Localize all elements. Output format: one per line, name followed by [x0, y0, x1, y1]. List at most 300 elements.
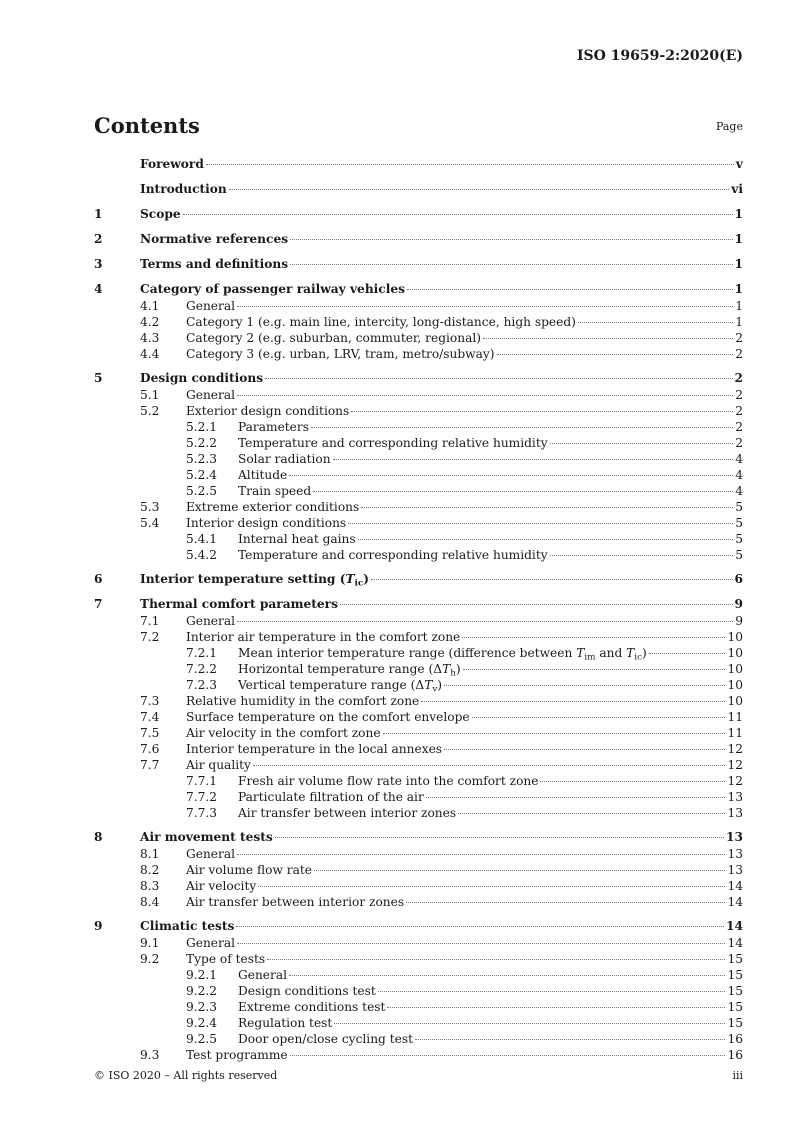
toc-entry-title: [186, 951, 265, 967]
toc-entry-page: 13: [727, 863, 743, 877]
toc-entry-page: 4: [735, 484, 743, 498]
toc-entry[interactable]: [94, 346, 743, 362]
toc-entry-title: [140, 206, 181, 222]
toc-entry-title: [186, 515, 346, 531]
toc-entry[interactable]: [94, 951, 743, 967]
dot-leader: [415, 1039, 726, 1040]
toc-entry-title: [186, 935, 235, 951]
toc-entry-page: 15: [727, 984, 743, 998]
title-segment: ic: [634, 652, 642, 663]
toc-entry-page: 2: [734, 371, 743, 385]
toc-entry-number: 8.2: [140, 863, 160, 877]
toc-entry-title: [238, 435, 548, 451]
toc-entry[interactable]: [94, 725, 743, 741]
toc-entry-page: 13: [727, 847, 743, 861]
toc-entry[interactable]: [94, 789, 743, 805]
toc-entry-page: 11: [727, 710, 743, 724]
toc-entry-number: 7.2.1: [186, 646, 218, 660]
dot-leader: [334, 1023, 725, 1024]
toc-entry-page: 4: [735, 468, 743, 482]
toc-entry-title: [186, 725, 381, 741]
toc-entry-number: 7: [94, 597, 103, 611]
title-segment: Internal heat gains: [238, 532, 356, 546]
toc-entry-number: 5.4.1: [186, 532, 218, 546]
title-segment: v: [432, 684, 438, 695]
toc-entry-page: 10: [727, 646, 743, 660]
title-segment: Air transfer between interior zones: [186, 895, 405, 909]
toc-entry-page: 5: [735, 500, 743, 514]
title-segment: Thermal comfort parameters: [140, 597, 338, 611]
title-segment: Air transfer between interior zones: [238, 806, 457, 820]
title-segment: ic: [354, 578, 364, 589]
toc-entry-number: 9.2: [140, 952, 160, 966]
page-title: Contents: [94, 113, 200, 138]
toc-entry-title: [238, 547, 548, 563]
title-segment: Scope: [140, 207, 181, 221]
toc-entry-page: 2: [735, 388, 743, 402]
dot-leader: [383, 733, 726, 734]
toc-entry[interactable]: [94, 515, 743, 531]
toc-entry-page: 9: [735, 614, 743, 628]
toc-entry-page: 1: [735, 315, 743, 329]
table-of-contents: [94, 156, 743, 1063]
toc-entry-number: 3: [94, 257, 103, 271]
title-segment: h: [450, 668, 456, 679]
dot-leader: [371, 579, 733, 580]
toc-entry-number: 9.3: [140, 1048, 160, 1062]
toc-entry[interactable]: [94, 894, 743, 910]
toc-entry-number: 9.2.2: [186, 984, 218, 998]
toc-entry[interactable]: [94, 435, 743, 451]
document-id-header: ISO 19659-2:2020(E): [576, 48, 743, 64]
toc-entry-title: [140, 181, 227, 197]
title-segment: Climatic tests: [140, 919, 235, 933]
toc-entry-number: 5.1: [140, 388, 160, 402]
title-segment: Interior temperature setting (: [140, 572, 346, 586]
title-segment: Temperature and corresponding relative humidity: [238, 548, 548, 562]
toc-entry-title: [186, 346, 495, 362]
title-segment: Extreme conditions test: [238, 1000, 386, 1014]
title-segment: ): [641, 646, 647, 660]
copyright-footer: © ISO 2020 – All rights reserved: [94, 1069, 278, 1082]
toc-entry[interactable]: [94, 757, 743, 773]
toc-entry-page: 1: [734, 282, 743, 296]
title-segment: Type of tests: [186, 952, 266, 966]
toc-entry[interactable]: [94, 967, 743, 983]
toc-entry-number: 5.4.2: [186, 548, 218, 562]
toc-entry-title: [140, 829, 273, 845]
dot-leader: [289, 475, 733, 476]
toc-entry-title: [186, 1047, 288, 1063]
dot-leader: [275, 837, 724, 838]
dot-leader: [206, 164, 734, 165]
toc-entry-title: [186, 387, 235, 403]
toc-entry-number: 2: [94, 232, 103, 246]
toc-entry-number: 5.2.2: [186, 436, 218, 450]
title-segment: Foreword: [140, 157, 204, 171]
title-segment: Relative humidity in the comfort zone: [186, 694, 420, 708]
title-segment: im: [584, 652, 596, 663]
toc-entry[interactable]: [94, 629, 743, 645]
toc-entry[interactable]: [94, 547, 743, 563]
toc-entry-number: 9.2.3: [186, 1000, 218, 1014]
toc-entry-number: 1: [94, 207, 103, 221]
title-segment: ): [363, 572, 369, 586]
title-segment: Terms and definitions: [140, 257, 289, 271]
page-number: iii: [732, 1069, 743, 1082]
dot-leader: [578, 322, 733, 323]
title-segment: Mean interior temperature range (difference between: [238, 646, 577, 660]
toc-entry-title: [186, 298, 235, 314]
toc-entry-page: 2: [735, 420, 743, 434]
toc-entry-page: 1: [734, 232, 743, 246]
title-segment: Normative references: [140, 232, 289, 246]
toc-entry-number: 5.4: [140, 516, 160, 530]
toc-entry[interactable]: [94, 231, 743, 248]
title-segment: T: [345, 572, 355, 586]
toc-entry-page: 5: [735, 548, 743, 562]
toc-entry-title: [238, 805, 456, 821]
title-segment: Altitude: [238, 468, 288, 482]
toc-entry[interactable]: [94, 314, 743, 330]
toc-entry-page: 13: [727, 790, 743, 804]
dot-leader: [313, 491, 733, 492]
toc-entry-page: 5: [735, 516, 743, 530]
dot-leader: [407, 289, 733, 290]
toc-entry-title: [186, 330, 481, 346]
toc-entry[interactable]: [94, 846, 743, 862]
title-segment: General: [238, 968, 287, 982]
toc-entry-title: [186, 878, 256, 894]
toc-entry[interactable]: [94, 1031, 743, 1047]
dot-leader: [444, 749, 725, 750]
toc-entry[interactable]: [94, 531, 743, 547]
title-segment: Introduction: [140, 182, 227, 196]
toc-entry-number: 8.1: [140, 847, 160, 861]
toc-entry-page: 9: [734, 597, 743, 611]
toc-entry-title: [186, 709, 470, 725]
title-segment: Interior design conditions: [186, 516, 347, 530]
toc-entry-number: 7.7.1: [186, 774, 218, 788]
toc-entry[interactable]: [94, 596, 743, 613]
toc-entry-title: [140, 596, 338, 612]
toc-entry-page: 10: [727, 694, 743, 708]
toc-entry-page: 2: [735, 436, 743, 450]
toc-entry-page: 15: [727, 968, 743, 982]
dot-leader: [458, 813, 725, 814]
toc-entry-number: 6: [94, 572, 103, 586]
toc-entry-number: 7.2.2: [186, 662, 218, 676]
title-segment: Design conditions: [140, 371, 264, 385]
dot-leader: [290, 1055, 726, 1056]
title-segment: Air quality: [186, 758, 251, 772]
dot-leader: [314, 870, 725, 871]
toc-entry-number: 9.2.1: [186, 968, 218, 982]
dot-leader: [289, 975, 725, 976]
toc-entry[interactable]: [94, 571, 743, 588]
toc-entry[interactable]: [94, 741, 743, 757]
dot-leader: [340, 604, 733, 605]
toc-entry[interactable]: [94, 1047, 743, 1063]
toc-entry-title: [238, 531, 356, 547]
toc-entry-page: vi: [731, 182, 743, 196]
title-segment: Extreme exterior conditions: [186, 500, 360, 514]
toc-entry-page: 14: [727, 936, 743, 950]
toc-entry[interactable]: [94, 370, 743, 387]
toc-entry-number: 7.2: [140, 630, 160, 644]
toc-entry-title: [140, 281, 405, 297]
toc-entry[interactable]: [94, 483, 743, 499]
toc-entry[interactable]: [94, 935, 743, 951]
dot-leader: [265, 378, 732, 379]
toc-entry[interactable]: [94, 677, 743, 693]
toc-entry-page: 16: [727, 1048, 743, 1062]
toc-entry-number: 7.7.3: [186, 806, 218, 820]
dot-leader: [550, 443, 734, 444]
toc-entry-title: [186, 757, 251, 773]
toc-entry-number: 7.6: [140, 742, 160, 756]
title-segment: T: [576, 646, 585, 660]
toc-entry-number: 5.3: [140, 500, 160, 514]
toc-entry-page: 2: [735, 331, 743, 345]
title-segment: Temperature and corresponding relative humidity: [238, 436, 548, 450]
toc-entry-title: [238, 773, 538, 789]
toc-entry-number: 4.3: [140, 331, 160, 345]
dot-leader: [237, 621, 733, 622]
title-segment: Horizontal temperature range (Δ: [238, 662, 443, 676]
toc-entry-title: [140, 918, 234, 934]
title-segment: Fresh air volume flow rate into the comfort zone: [238, 774, 539, 788]
toc-entry-page: 13: [726, 830, 743, 844]
dot-leader: [348, 523, 733, 524]
toc-entry-number: 5.2.1: [186, 420, 218, 434]
toc-entry[interactable]: [94, 499, 743, 515]
toc-entry[interactable]: [94, 181, 743, 198]
toc-entry-page: 1: [735, 299, 743, 313]
dot-leader: [267, 959, 725, 960]
title-segment: T: [626, 646, 635, 660]
toc-entry[interactable]: [94, 467, 743, 483]
dot-leader: [406, 902, 725, 903]
dot-leader: [237, 854, 725, 855]
toc-entry-page: 2: [735, 347, 743, 361]
toc-entry-number: 9.1: [140, 936, 160, 950]
toc-entry[interactable]: [94, 403, 743, 419]
dot-leader: [229, 189, 729, 190]
toc-entry[interactable]: [94, 1015, 743, 1031]
toc-entry-title: [238, 789, 424, 805]
toc-entry-number: 5.2.3: [186, 452, 218, 466]
title-segment: Design conditions test: [238, 984, 376, 998]
title-segment: Surface temperature on the comfort envelope: [186, 710, 470, 724]
title-segment: Air movement tests: [140, 830, 273, 844]
toc-entry-page: 15: [727, 1016, 743, 1030]
dot-leader: [483, 338, 733, 339]
title-segment: General: [186, 847, 235, 861]
toc-entry[interactable]: [94, 387, 743, 403]
toc-entry-title: [186, 403, 349, 419]
toc-entry-title: [140, 256, 288, 272]
title-segment: Air volume flow rate: [186, 863, 312, 877]
toc-entry[interactable]: [94, 451, 743, 467]
dot-leader: [237, 943, 725, 944]
toc-entry[interactable]: [94, 298, 743, 314]
toc-entry-page: 10: [727, 630, 743, 644]
toc-entry-page: 14: [726, 919, 743, 933]
dot-leader: [421, 701, 725, 702]
dot-leader: [236, 926, 724, 927]
title-segment: Category 2 (e.g. suburban, commuter, regional): [186, 331, 482, 345]
toc-entry-number: 4.4: [140, 347, 160, 361]
toc-entry-page: 12: [727, 774, 743, 788]
dot-leader: [237, 395, 733, 396]
toc-entry-title: [238, 983, 376, 999]
toc-entry-number: 7.2.3: [186, 678, 218, 692]
dot-leader: [290, 264, 732, 265]
title-segment: T: [442, 662, 451, 676]
toc-entry-number: 9.2.5: [186, 1032, 218, 1046]
toc-entry-number: 7.4: [140, 710, 160, 724]
toc-entry-title: [238, 999, 385, 1015]
toc-entry-number: 7.3: [140, 694, 160, 708]
toc-entry-number: 7.5: [140, 726, 160, 740]
toc-entry-page: 12: [727, 742, 743, 756]
dot-leader: [183, 214, 733, 215]
toc-entry-number: 5.2: [140, 404, 160, 418]
title-segment: ): [437, 678, 443, 692]
toc-entry-title: [140, 370, 263, 386]
toc-entry-title: [238, 451, 331, 467]
toc-entry-title: [186, 693, 419, 709]
toc-entry[interactable]: [94, 862, 743, 878]
toc-entry-number: 8: [94, 830, 103, 844]
title-segment: Solar radiation: [238, 452, 331, 466]
toc-entry-page: 16: [727, 1032, 743, 1046]
title-segment: Vertical temperature range (Δ: [238, 678, 425, 692]
toc-entry-number: 7.7.2: [186, 790, 218, 804]
title-segment: Interior air temperature in the comfort zone: [186, 630, 461, 644]
dot-leader: [253, 765, 726, 766]
title-segment: Category 3 (e.g. urban, LRV, tram, metro/subway): [186, 347, 495, 361]
dot-leader: [472, 717, 726, 718]
toc-entry-page: 4: [735, 452, 743, 466]
title-segment: Air velocity: [186, 879, 257, 893]
toc-entry[interactable]: [94, 281, 743, 298]
toc-entry-number: 5.2.5: [186, 484, 218, 498]
toc-entry[interactable]: [94, 419, 743, 435]
title-segment: General: [186, 614, 235, 628]
toc-entry-number: 4.2: [140, 315, 160, 329]
title-segment: Parameters: [238, 420, 309, 434]
toc-entry-page: 6: [734, 572, 743, 586]
dot-leader: [387, 1007, 725, 1008]
title-segment: Test programme: [186, 1048, 288, 1062]
toc-entry[interactable]: [94, 330, 743, 346]
toc-entry-number: 7.1: [140, 614, 160, 628]
toc-entry[interactable]: [94, 999, 743, 1015]
toc-entry[interactable]: [94, 773, 743, 789]
title-segment: General: [186, 388, 235, 402]
dot-leader: [333, 459, 734, 460]
dot-leader: [426, 797, 726, 798]
toc-entry-number: 4: [94, 282, 103, 296]
toc-entry-title: [186, 894, 404, 910]
dot-leader: [378, 991, 726, 992]
title-segment: Category 1 (e.g. main line, intercity, long-distance, high speed): [186, 315, 576, 329]
toc-entry-page: 13: [727, 806, 743, 820]
toc-entry[interactable]: [94, 805, 743, 821]
toc-entry-page: 15: [727, 952, 743, 966]
toc-entry-title: [140, 571, 369, 592]
toc-entry-number: 8.4: [140, 895, 160, 909]
title-segment: Train speed: [238, 484, 312, 498]
toc-entry-title: [238, 419, 309, 435]
toc-entry-page: 2: [735, 404, 743, 418]
toc-entry-title: [238, 967, 287, 983]
toc-entry-page: v: [735, 157, 743, 171]
toc-entry-title: [238, 467, 287, 483]
toc-entry[interactable]: [94, 206, 743, 223]
dot-leader: [351, 411, 733, 412]
toc-entry-page: 12: [727, 758, 743, 772]
toc-entry-number: 4.1: [140, 299, 160, 313]
toc-entry-title: [186, 862, 312, 878]
dot-leader: [237, 306, 733, 307]
toc-entry[interactable]: [94, 156, 743, 173]
toc-entry-page: 5: [735, 532, 743, 546]
toc-entry-number: 7.7: [140, 758, 160, 772]
dot-leader: [550, 555, 734, 556]
toc-entry[interactable]: [94, 645, 743, 661]
toc-entry[interactable]: [94, 829, 743, 846]
dot-leader: [462, 637, 725, 638]
title-segment: Category of passenger railway vehicles: [140, 282, 405, 296]
toc-entry[interactable]: [94, 709, 743, 725]
dot-leader: [444, 685, 725, 686]
toc-entry-title: [140, 156, 204, 172]
dot-leader: [290, 239, 732, 240]
dot-leader: [361, 507, 733, 508]
dot-leader: [258, 886, 725, 887]
dot-leader: [358, 539, 734, 540]
title-segment: Interior temperature in the local annexes: [186, 742, 443, 756]
toc-entry-title: [186, 629, 460, 645]
toc-entry[interactable]: [94, 256, 743, 273]
title-segment: General: [186, 299, 235, 313]
toc-entry[interactable]: [94, 613, 743, 629]
page-column-label: Page: [715, 120, 743, 133]
toc-entry-title: [140, 231, 288, 247]
toc-entry-title: [186, 741, 442, 757]
title-segment: Air velocity in the comfort zone: [186, 726, 381, 740]
dot-leader: [463, 669, 726, 670]
title-segment: T: [424, 678, 433, 692]
toc-entry-page: 1: [734, 207, 743, 221]
toc-entry-number: 9.2.4: [186, 1016, 218, 1030]
toc-entry[interactable]: [94, 878, 743, 894]
toc-entry-page: 14: [727, 895, 743, 909]
toc-entry[interactable]: [94, 983, 743, 999]
title-segment: and: [595, 646, 627, 660]
dot-leader: [497, 354, 734, 355]
toc-entry-title: [238, 483, 311, 499]
toc-entry[interactable]: [94, 693, 743, 709]
title-segment: Regulation test: [238, 1016, 333, 1030]
title-segment: General: [186, 936, 235, 950]
toc-entry-page: 14: [727, 879, 743, 893]
toc-entry-number: 5.2.4: [186, 468, 218, 482]
toc-entry[interactable]: [94, 918, 743, 935]
